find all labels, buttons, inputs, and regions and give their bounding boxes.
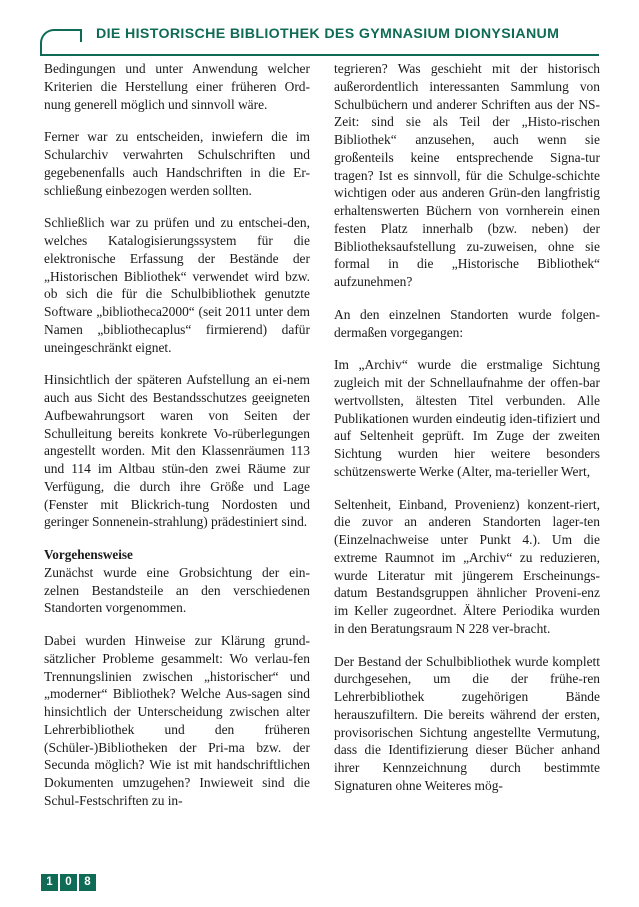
paragraph: Seltenheit, Einband, Provenienz) konzent-riert, die zuvor an anderen Standorten lager-ten (Einzelnachweise unter Punkt 4.). Um die extreme Raumnot im „Archiv“ zu reduzieren, wurde Literatur mit jüngerem Erscheinungs-datum Bestandsgruppen ähnlicher Proveni-enz im Keller zugeordnet. Ältere Periodika wurden in den Beratungsraum N 228 ver-bracht. <box>334 496 600 636</box>
running-header <box>40 26 599 62</box>
paragraph: Der Bestand der Schulbibliothek wurde komplett durchgesehen, um die der frühe-ren Lehrerbibliothek zugehörigen Bände herauszufiltern. Die bereits während der ersten, provisorischen Sichtung angestellte Vermutung, dass die Identifizierung dieser Bücher anhand ihrer Kennzeichnung durch bestimmte Signaturen ohne Weiteres mög- <box>334 653 600 793</box>
header-bracket-stub <box>80 29 82 42</box>
paragraph: Bedingungen und unter Anwendung welcher Kriterien die Herstellung einer früheren Ord-nung generell möglich und sinnvoll wäre. <box>44 61 310 112</box>
paragraph: Ferner war zu entscheiden, inwiefern die im Schularchiv verwahrten Schulschriften und gegebenenfalls auch Handschriften in die Er-schließung einbezogen werden sollten. <box>44 129 310 198</box>
paragraph: Schließlich war zu prüfen und zu entschei-den, welches Katalogisierungssystem für die elektronische Erfassung der Bestände der „Historischen Bibliothek“ verwendet wird bzw. ob sich die für die Schulbibliothek genutzte Software „bibliotheca2000“ (seit 2011 unter dem Namen „bibliothecaplus“ firmierend) dafür uneingeschränkt eignet. <box>44 215 310 355</box>
folio-digit: 0 <box>60 874 77 891</box>
paragraph: Hinsichtlich der späteren Aufstellung an ei-nem auch aus Sicht des Bestandsschutzes geeigneten Aufbewahrungsort waren von Seiten der Schulleitung bereits konkrete Vo-rüberlegungen angestellt worden. Mit den Klassenräumen 113 und 114 im Altbau stün-den zwei Räume zur Verfügung, die durch ihre Größe und Lage (Fenster mit Blickrich-tung Nordosten und geringer Sonnenein-strahlung) prädestiniert sind. <box>44 372 310 530</box>
paragraph: Zunächst wurde eine Grobsichtung der ein-zelnen Bestandsteile an den verschiedenen Standorten vorgenommen. <box>44 564 310 616</box>
page-title: DIE HISTORISCHE BIBLIOTHEK DES GYMNASIUM DIONYSIANUM <box>96 26 560 42</box>
folio-page-number <box>41 874 96 891</box>
paragraph: Im „Archiv“ wurde die erstmalige Sichtung zugleich mit der Schnellaufnahme der offen-bar wertvollsten, ältesten Titel verbunden. Alle Publikationen wurden eindeutig iden-tifiziert und auf Seltenheit geprüft. Im Zuge der zweiten Sichtung wurden hier weitere besonders schützenswerte Werke (Alter, ma-terieller Wert, <box>334 357 600 479</box>
folio-digit: 8 <box>79 874 96 891</box>
section-subheading: Vorgehensweise <box>44 547 133 562</box>
paragraph: Dabei wurden Hinweise zur Klärung grund-sätzlicher Probleme gesammelt: Wo verlau-fen Trennungslinien zwischen „historischer“ und „moderner“ Bibliothek? Welche Aus-sagen sind hinsichtlich der Unterscheidung zwischen alter Lehrerbibliothek und den früheren (Schüler-)Bibliotheken der Pri-ma bzw. der Secunda möglich? Wie ist mit handschriftlichen Dokumenten umzugehen? Inwieweit sind die Schul-Festschriften zu in- <box>44 633 310 808</box>
header-rule <box>40 54 599 56</box>
body-columns <box>44 60 600 855</box>
header-bracket-ornament <box>40 29 82 55</box>
right-column <box>334 60 600 855</box>
folio-digit: 1 <box>41 874 58 891</box>
paragraph: An den einzelnen Standorten wurde folgen-dermaßen vorgegangen: <box>334 306 600 340</box>
left-column <box>44 60 310 855</box>
paragraph: tegrieren? Was geschieht mit der historisch außerordentlich interessanten Sammlung von Schulbüchern und anderer Schriften aus der NS-Zeit: sind sie als Teil der „Histo-rischen Bibliothek“ anzusehen, auch wenn sie großenteils keine entsprechende Signa-tur tragen? Ist es sinnvoll, für die Schulge-schichte wichtigen oder aus anderen Grün-den langfristig erhaltenswerten Büchern von vornherein einen festen Platz innerhalb (bzw. neben) der Bibliotheksaufstellung zu-zuweisen, ohne sie formal in die „Historische Bibliothek“ aufzunehmen? <box>334 61 600 289</box>
